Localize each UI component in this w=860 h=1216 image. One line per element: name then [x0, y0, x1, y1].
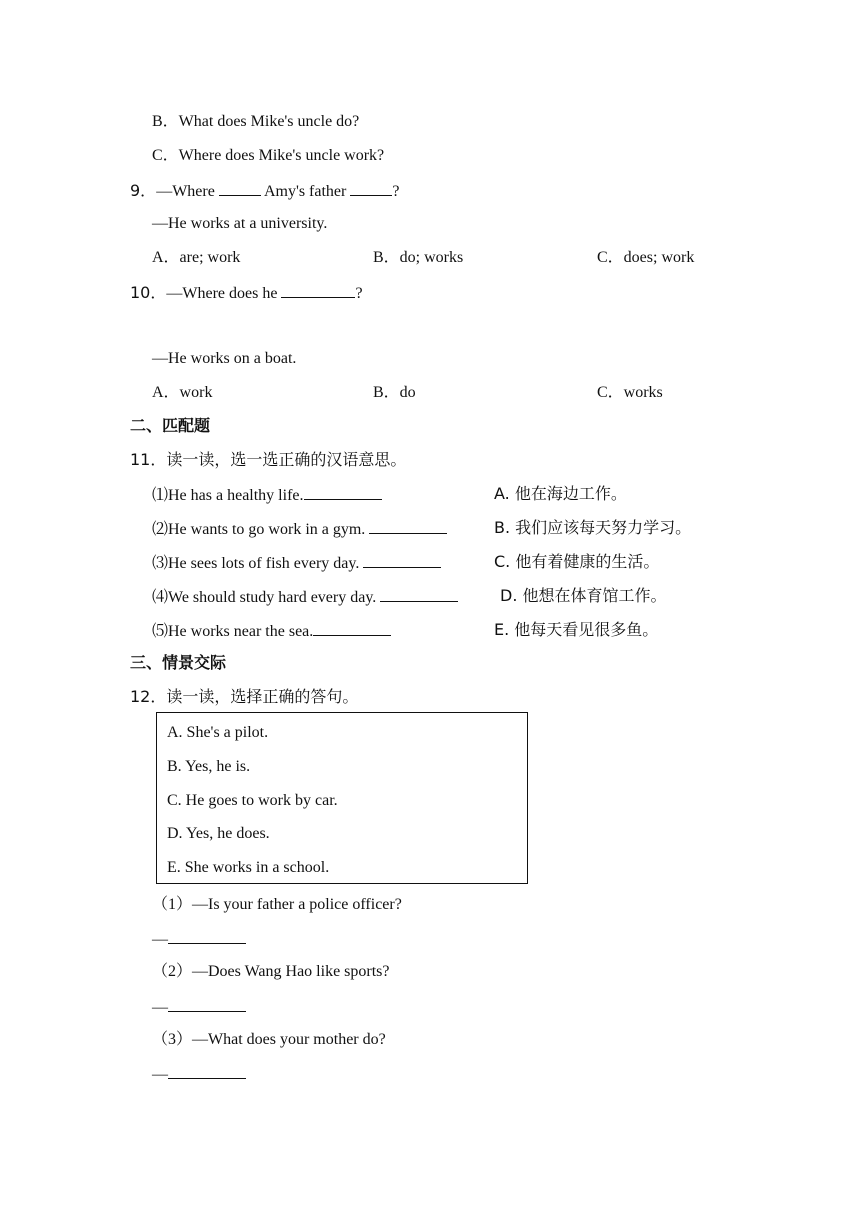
q9-part3: ?: [392, 183, 400, 200]
q11-prompt: [130, 450, 406, 471]
q9-option-c: C．does; work: [597, 249, 695, 266]
q12-blank-2[interactable]: [168, 996, 246, 1012]
q9-part1: —Where: [156, 183, 219, 200]
q11-left-5: [152, 620, 391, 642]
q8-option-c: C．Where does Mike's uncle work?: [152, 147, 385, 164]
q12-question-2: （2）—Does Wang Hao like sports?: [152, 963, 390, 980]
q11-left-3: [152, 552, 441, 574]
q12-answer-line-3: [152, 1063, 246, 1085]
q10-question: [130, 282, 363, 304]
q11-prompt-text: 读一读，选一选正确的汉语意思。: [166, 450, 407, 469]
q10-blank[interactable]: [281, 282, 355, 298]
box-option-e: E. She works in a school.: [167, 859, 330, 876]
q12-prompt-text: 读一读，选择正确的答句。: [166, 687, 359, 706]
box-option-c: C. He goes to work by car.: [167, 792, 338, 809]
q11-left-5-text: ⑸He works near the sea.: [152, 623, 314, 640]
q11-right-c: C. 他有着健康的生活。: [494, 552, 660, 571]
q11-blank-4[interactable]: [380, 586, 458, 602]
q8-option-b: B．What does Mike's uncle do?: [152, 113, 360, 130]
q11-right-d: D. 他想在体育馆工作。: [500, 586, 667, 605]
q11-left-1-text: ⑴He has a healthy life.: [152, 487, 304, 504]
section3-title: 三、情景交际: [130, 653, 227, 672]
q12-question-1: （1）—Is your father a police officer?: [152, 896, 402, 913]
q11-left-1: [152, 484, 382, 506]
q11-left-4: [152, 586, 458, 608]
q11-blank-1[interactable]: [304, 484, 382, 500]
q11-right-e: E. 他每天看见很多鱼。: [494, 620, 659, 639]
q10-option-c: C．works: [597, 384, 663, 401]
q12-blank-3[interactable]: [168, 1063, 246, 1079]
q12-answer-line-1: [152, 928, 246, 950]
dash: —: [152, 999, 168, 1016]
q9-blank-2[interactable]: [350, 180, 392, 196]
dash: —: [152, 1066, 168, 1083]
q10-part1: —Where does he: [166, 285, 282, 302]
q9-answer: —He works at a university.: [152, 215, 328, 232]
q10-option-b: B．do: [373, 384, 416, 401]
q11-left-3-text: ⑶He sees lots of fish every day.: [152, 555, 364, 572]
q11-blank-2[interactable]: [369, 518, 447, 534]
q11-left-4-text: ⑷We should study hard every day.: [152, 589, 381, 606]
q9-part2: Amy's father: [260, 183, 351, 200]
box-option-b: B. Yes, he is.: [167, 758, 251, 775]
q11-number: 11．: [130, 450, 167, 469]
q11-left-2: [152, 518, 447, 540]
q12-prompt: [130, 687, 358, 708]
q10-number: 10．: [130, 283, 167, 302]
q9-option-a: A．are; work: [152, 249, 241, 266]
q11-blank-3[interactable]: [363, 552, 441, 568]
q9-question: [130, 180, 399, 202]
q12-blank-1[interactable]: [168, 928, 246, 944]
section2-title: 二、匹配题: [130, 416, 211, 435]
q12-answer-line-2: [152, 996, 246, 1018]
q11-right-b: B. 我们应该每天努力学习。: [494, 518, 692, 537]
q12-number: 12．: [130, 687, 167, 706]
q9-blank-1[interactable]: [219, 180, 261, 196]
q10-option-a: A．work: [152, 384, 213, 401]
q10-part2: ?: [355, 285, 363, 302]
q11-right-a: A. 他在海边工作。: [494, 484, 627, 503]
q12-question-3: （3）—What does your mother do?: [152, 1031, 386, 1048]
q9-option-b: B．do; works: [373, 249, 464, 266]
answer-options-box: [156, 712, 528, 884]
box-option-d: D. Yes, he does.: [167, 825, 270, 842]
q11-left-2-text: ⑵He wants to go work in a gym.: [152, 521, 370, 538]
q9-number: 9．: [130, 181, 157, 200]
dash: —: [152, 931, 168, 948]
q11-blank-5[interactable]: [313, 620, 391, 636]
q10-answer: —He works on a boat.: [152, 350, 297, 367]
box-option-a: A. She's a pilot.: [167, 724, 269, 741]
